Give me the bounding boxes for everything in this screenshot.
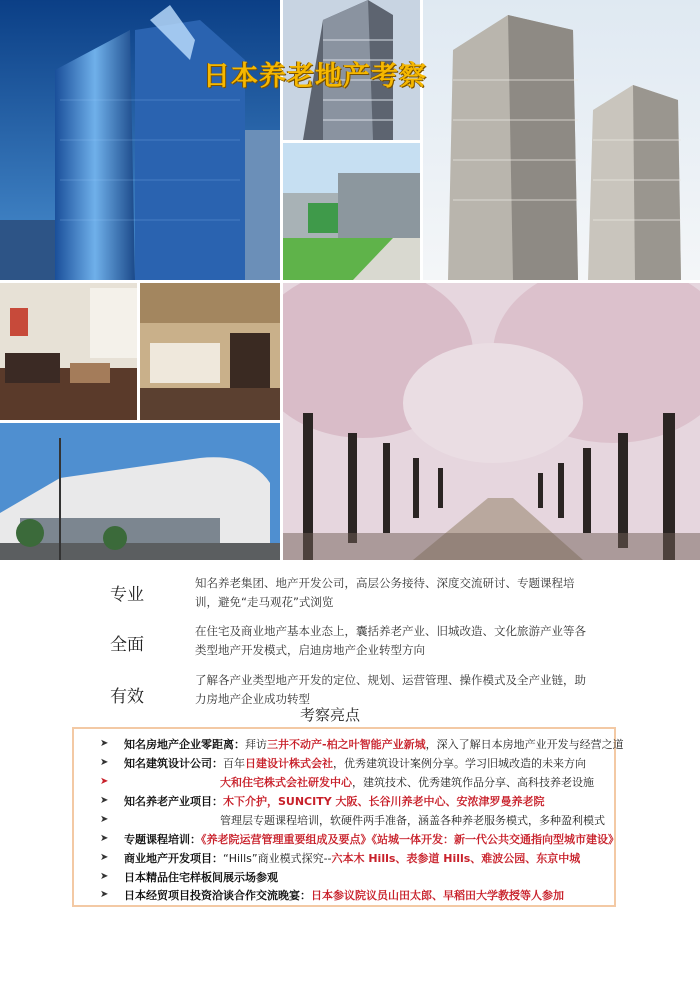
row-label-effective: 有效 <box>110 687 144 707</box>
arrow-bullet-icon: ➤ <box>100 757 109 768</box>
arrow-bullet-icon: ➤ <box>100 852 109 863</box>
photo-living-room <box>0 283 137 420</box>
highlight-item: 知名建筑设计公司：百年日建设计株式会社，优秀建筑设计案例分享。学习旧城改造的未来方向 <box>124 757 586 770</box>
row-text-professional: 知名养老集团、地产开发公司，高层公务接待、深度交流研讨、专题课程培训，避免“走马观花”式浏览 <box>195 576 575 609</box>
row-text-effective: 了解各产业类型地产开发的定位、规划、运营管理、操作模式及全产业链，助力房地产企业成功转型 <box>195 673 586 706</box>
highlight-item: 知名房地产企业零距离：拜访三井不动产-柏之叶智能产业新城，深入了解日本房地产业开发与经营之道 <box>124 738 624 751</box>
highlight-item: 大和住宅株式会社研发中心，建筑技术、优秀建筑作品分享、高科技养老设施 <box>220 776 594 789</box>
arrow-bullet-icon: ➤ <box>100 776 109 787</box>
highlight-item: 知名养老产业项目：木下介护，SUNCITY 大阪、长谷川养老中心、安浓津罗曼养老院 <box>124 795 545 808</box>
photo-blue-glass-tower <box>0 0 280 280</box>
photo-green-lawn-campus <box>283 143 420 280</box>
photo-twin-towers <box>423 0 700 280</box>
row-label-comprehensive: 全面 <box>110 635 144 655</box>
arrow-bullet-icon: ➤ <box>100 889 109 900</box>
highlight-item: 管理层专题课程培训，软硬件两手准备，涵盖各种养老服务模式，多种盈利模式 <box>220 814 605 827</box>
row-label-professional: 专业 <box>110 585 144 605</box>
highlight-item: 专题课程培训：《养老院运营管理重要组成及要点》《站城一体开发：新一代公共交通指向型城市建设》 <box>124 833 619 846</box>
photo-cherry-blossom-avenue <box>283 283 700 560</box>
arrow-bullet-icon: ➤ <box>100 833 109 844</box>
row-text-comprehensive: 在住宅及商业地产基本业态上，囊括养老产业、旧城改造、文化旅游产业等各类型地产开发模式，启迪房地产企业转型方向 <box>195 624 586 657</box>
arrow-bullet-icon: ➤ <box>100 871 109 882</box>
highlight-item: 商业地产开发项目：“Hills”商业模式探究--六本木 Hills、表参道 Hills、难波公园、东京中城 <box>124 852 581 865</box>
main-title: 日本养老地产考察 <box>203 61 427 92</box>
highlight-item: 日本经贸项目投资洽谈合作交流晚宴：日本参议院议员山田太郎、早稻田大学教授等人参加 <box>124 889 564 902</box>
highlights-title: 考察亮点 <box>300 706 361 724</box>
arrow-bullet-icon: ➤ <box>100 738 109 749</box>
arrow-bullet-icon: ➤ <box>100 814 109 825</box>
photo-modern-building <box>0 423 280 560</box>
arrow-bullet-icon: ➤ <box>100 795 109 806</box>
highlight-item: 日本精品住宅样板间展示场参观 <box>124 871 278 884</box>
photo-hotel-suite <box>140 283 280 420</box>
